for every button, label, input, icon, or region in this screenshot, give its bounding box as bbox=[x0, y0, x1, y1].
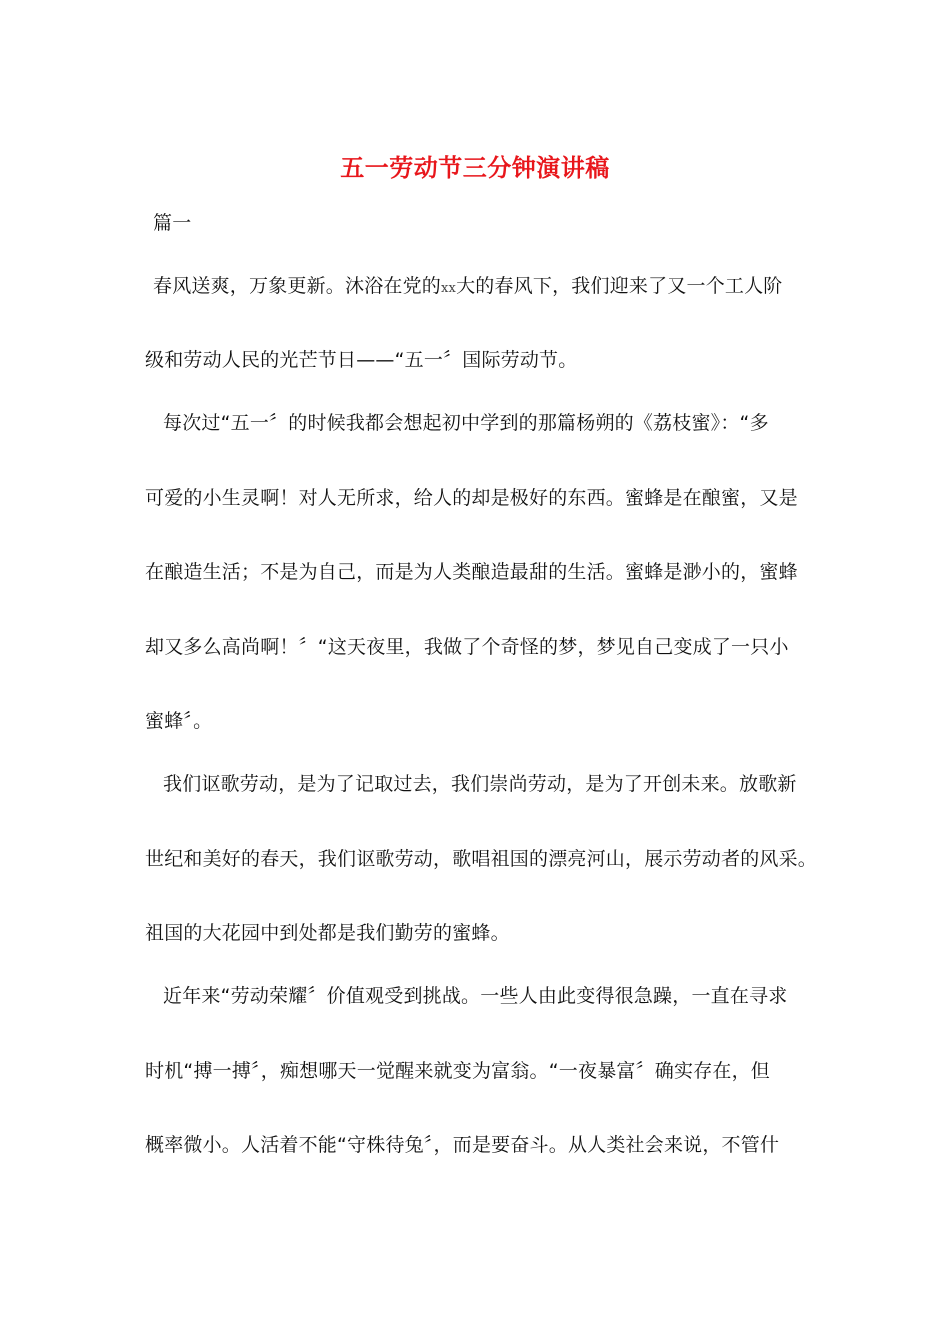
section-label: 篇一 bbox=[153, 212, 192, 234]
paragraph-line-12: 时机“搏一搏〞，痴想哪天一觉醒来就变为富翁。“一夜暴富〞确实存在，但 bbox=[145, 1060, 770, 1082]
paragraph-line-11: 近年来“劳动荣耀〞价值观受到挑战。一些人由此变得很急躁，一直在寻求 bbox=[163, 985, 788, 1007]
paragraph-line-5: 在酿造生活；不是为自己，而是为人类酿造最甜的生活。蜜蜂是渺小的，蜜蜂 bbox=[145, 561, 798, 583]
paragraph-line-10: 祖国的大花园中到处都是我们勤劳的蜜蜂。 bbox=[145, 922, 510, 944]
paragraph-line-7: 蜜蜂〞。 bbox=[145, 710, 213, 732]
redacted-placeholder: xx bbox=[441, 281, 457, 296]
paragraph-line-3: 每次过“五一〞的时候我都会想起初中学到的那篇杨朔的《荔枝蜜》：“多 bbox=[163, 412, 769, 434]
paragraph-line-8: 我们讴歌劳动，是为了记取过去，我们崇尚劳动，是为了开创未来。放歌新 bbox=[163, 773, 797, 795]
paragraph-line-6: 却又多么高尚啊！〞“这天夜里，我做了个奇怪的梦，梦见自己变成了一只小 bbox=[145, 636, 789, 658]
paragraph-line-4: 可爱的小生灵啊！对人无所求，给人的却是极好的东西。蜜蜂是在酿蜜，又是 bbox=[145, 487, 798, 509]
line-text: 大的春风下，我们迎来了又一个工人阶 bbox=[456, 275, 783, 297]
paragraph-line-13: 概率微小。人活着不能“守株待兔〞，而是要奋斗。从人类社会来说，不管什 bbox=[145, 1134, 780, 1156]
document-title: 五一劳动节三分钟演讲稿 bbox=[340, 153, 610, 182]
paragraph-line-9: 世纪和美好的春天，我们讴歌劳动，歌唱祖国的漂亮河山，展示劳动者的风采。 bbox=[145, 848, 818, 870]
line-text: 春风送爽，万象更新。沐浴在党的 bbox=[153, 275, 442, 297]
paragraph-line-1 bbox=[153, 272, 783, 303]
paragraph-line-2: 级和劳动人民的光芒节日——“五一〞国际劳动节。 bbox=[145, 349, 578, 371]
